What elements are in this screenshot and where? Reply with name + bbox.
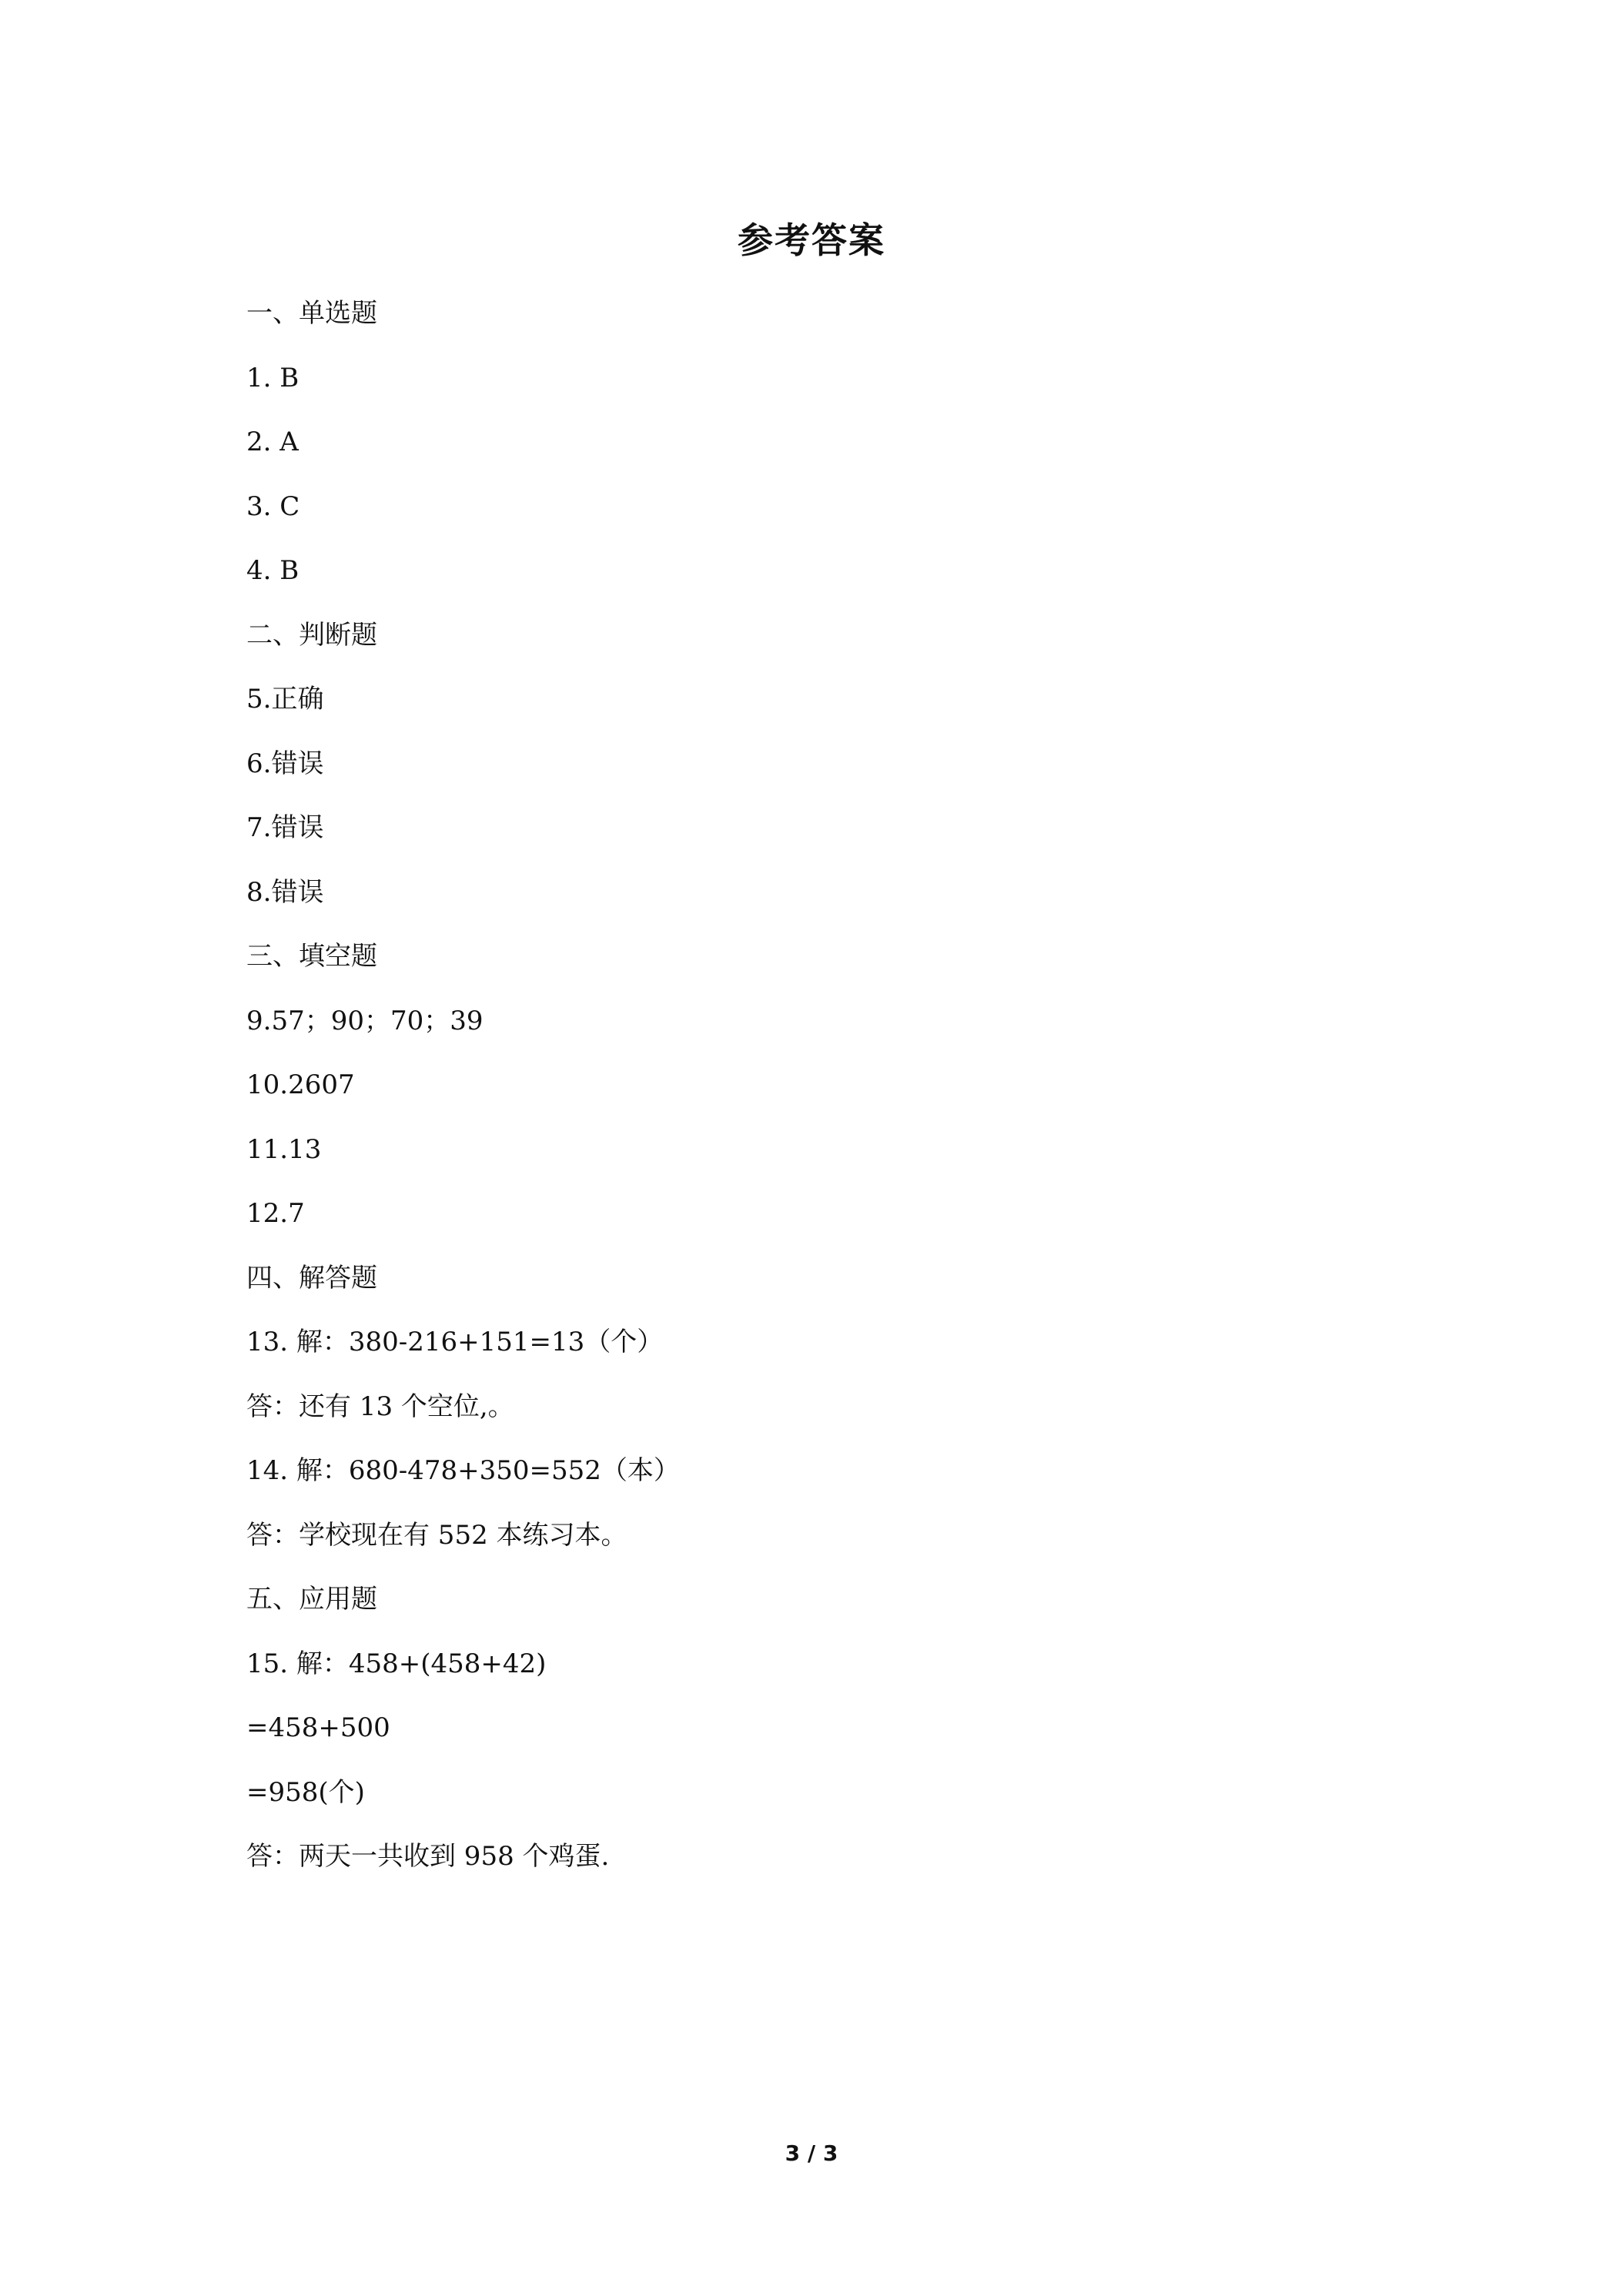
answer-statement: 答：还有 13 个空位,。 xyxy=(246,1391,514,1422)
answer-line: 6.错误 xyxy=(246,748,324,779)
page-number: 3 / 3 xyxy=(785,2140,838,2166)
section-heading-true-false: 二、判断题 xyxy=(246,619,377,651)
solution-line: 15. 解：458+(458+42) xyxy=(246,1648,547,1679)
answer-line: 8.错误 xyxy=(246,876,324,908)
answer-statement: 答：学校现在有 552 本练习本。 xyxy=(246,1519,627,1551)
solution-line: =958(个) xyxy=(246,1776,365,1808)
solution-line: =458+500 xyxy=(246,1712,390,1743)
answer-line: 2. A xyxy=(246,427,299,457)
answer-statement: 答：两天一共收到 958 个鸡蛋. xyxy=(246,1841,610,1872)
section-heading-single-choice: 一、单选题 xyxy=(246,298,377,329)
solution-line: 14. 解：680-478+350=552（本） xyxy=(246,1455,680,1486)
answer-list xyxy=(246,294,1386,1902)
answer-line: 12.7 xyxy=(246,1198,305,1229)
section-heading-application: 五、应用题 xyxy=(246,1584,377,1615)
answer-line: 5.正确 xyxy=(246,684,324,715)
answer-line: 10.2607 xyxy=(246,1069,355,1100)
answer-line: 4. B xyxy=(246,555,300,586)
answer-line: 7.错误 xyxy=(246,812,324,843)
answer-line: 1. B xyxy=(246,362,300,393)
section-heading-solve: 四、解答题 xyxy=(246,1262,377,1294)
section-heading-fill-blank: 三、填空题 xyxy=(246,941,377,972)
page-title: 参考答案 xyxy=(738,219,885,261)
answer-line: 9.57；90；70；39 xyxy=(246,1005,484,1036)
answer-line: 3. C xyxy=(246,490,300,522)
answer-line: 11.13 xyxy=(246,1133,322,1165)
solution-line: 13. 解：380-216+151=13（个） xyxy=(246,1327,664,1357)
